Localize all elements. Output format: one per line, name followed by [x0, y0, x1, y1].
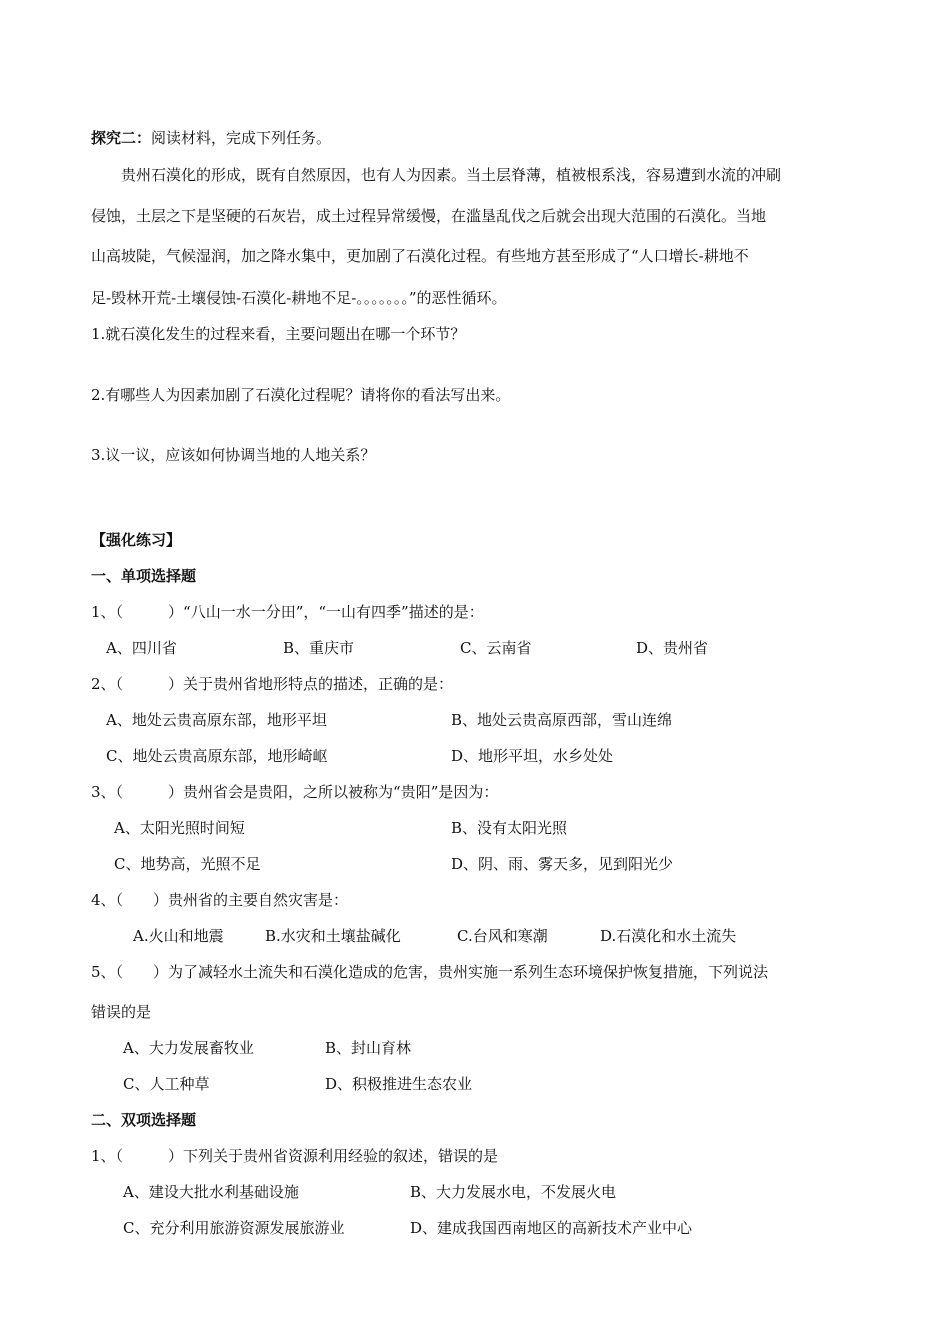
material-line-2: 侵蚀，土层之下是坚硬的石灰岩，成土过程异常缓慢，在滥垦乱伐之后就会出现大范围的石漠化。当地 [91, 207, 767, 225]
practice-title: 【强化练习】 [91, 531, 182, 549]
material-line-1: 贵州石漠化的形成，既有自然原因，也有人为因素。当土层脊薄，植被根系浅，容易遭到水流的冲刷 [121, 166, 782, 184]
single-q4-option-c: C.台风和寒潮 [457, 927, 548, 945]
single-q4-stem: 4、（ ）贵州省的主要自然灾害是： [91, 891, 349, 909]
single-choice-title: 一、单项选择题 [91, 567, 197, 585]
explore2-heading: 探究二： [91, 129, 152, 147]
single-q2-option-c: C、地处云贵高原东部，地形崎岖 [106, 747, 328, 765]
single-q3-option-b: B、没有太阳光照 [451, 819, 568, 837]
single-q3-option-d: D、阴、雨、雾天多，见到阳光少 [451, 855, 674, 873]
single-q3-option-c: C、地势高，光照不足 [114, 855, 261, 873]
single-q2-stem: 2、（ ）关于贵州省地形特点的描述，正确的是： [91, 675, 454, 693]
single-q4-option-b: B.水灾和土壤盐碱化 [265, 927, 401, 945]
question-3: 3.议一议，应该如何协调当地的人地关系？ [91, 446, 376, 464]
double-choice-title: 二、双项选择题 [91, 1111, 197, 1129]
single-q3-stem: 3、（ ）贵州省会是贵阳，之所以被称为“贵阳”是因为： [91, 783, 499, 801]
question-2: 2.有哪些人为因素加剧了石漠化过程呢？请将你的看法写出来。 [91, 386, 511, 404]
single-q2-option-d: D、地形平坦，水乡处处 [451, 747, 614, 765]
single-q5-option-a: A、大力发展畜牧业 [123, 1039, 254, 1057]
material-line-4: 足-毁林开荒-土壤侵蚀-石漠化-耕地不足-。。。。。。。”的恶性循环。 [91, 289, 507, 307]
single-q1-option-a: A、四川省 [106, 639, 177, 657]
single-q1-option-d: D、贵州省 [636, 639, 709, 657]
single-q4-option-a: A.火山和地震 [133, 927, 224, 945]
material-line-3: 山高坡陡，气候湿润，加之降水集中，更加剧了石漠化过程。有些地方甚至形成了“人口增长-耕地不 [91, 247, 749, 265]
single-q4-option-d: D.石漠化和水土流失 [600, 927, 737, 945]
single-q5-option-d: D、积极推进生态农业 [325, 1075, 473, 1093]
single-q1-stem: 1、（ ）“八山一水一分田”，“一山有四季”描述的是： [91, 603, 484, 621]
single-q5-stem: 5、（ ）为了减轻水土流失和石漠化造成的危害，贵州实施一系列生态环境保护恢复措施，下列说法 [91, 963, 769, 981]
explore2-header [91, 128, 331, 148]
single-q5-option-b: B、封山育林 [325, 1039, 412, 1057]
double-q1-option-a: A、建设大批水利基础设施 [123, 1183, 299, 1201]
explore2-instruction: 阅读材料，完成下列任务。 [151, 129, 332, 147]
double-q1-option-b: B、大力发展水电，不发展火电 [410, 1183, 617, 1201]
single-q5-option-c: C、人工种草 [123, 1075, 210, 1093]
single-q1-option-b: B、重庆市 [283, 639, 355, 657]
single-q2-option-b: B、地处云贵高原西部，雪山连绵 [451, 711, 673, 729]
single-q2-option-a: A、地处云贵高原东部，地形平坦 [106, 711, 327, 729]
single-q3-option-a: A、太阳光照时间短 [114, 819, 245, 837]
double-q1-option-c: C、充分利用旅游资源发展旅游业 [123, 1219, 345, 1237]
single-q5-stem-cont: 错误的是 [91, 1003, 152, 1021]
single-q1-option-c: C、云南省 [460, 639, 532, 657]
double-q1-stem: 1、（ ）下列关于贵州省资源利用经验的叙述，错误的是 [91, 1147, 499, 1165]
double-q1-option-d: D、建成我国西南地区的高新技术产业中心 [410, 1219, 693, 1237]
question-1: 1.就石漠化发生的过程来看，主要问题出在哪一个环节？ [91, 325, 466, 343]
